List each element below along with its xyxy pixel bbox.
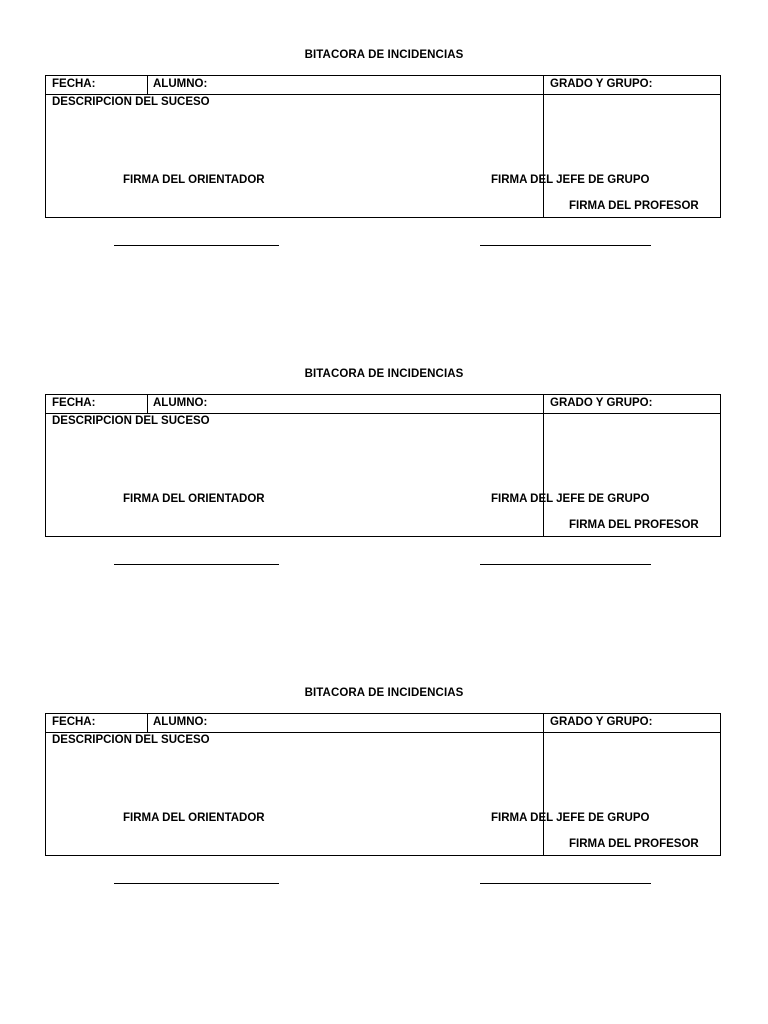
incident-form-table bbox=[45, 713, 721, 856]
fecha-field[interactable]: FECHA: bbox=[52, 397, 96, 409]
column-divider bbox=[147, 714, 148, 732]
incident-log-section bbox=[0, 638, 768, 957]
grado-grupo-field[interactable]: GRADO Y GRUPO: bbox=[550, 78, 653, 90]
alumno-field[interactable]: ALUMNO: bbox=[153, 78, 208, 90]
alumno-field[interactable]: ALUMNO: bbox=[153, 397, 208, 409]
row-divider bbox=[46, 94, 720, 95]
firma-profesor-label: FIRMA DEL PROFESOR bbox=[569, 838, 699, 850]
column-divider bbox=[543, 76, 544, 217]
fecha-field[interactable]: FECHA: bbox=[52, 716, 96, 728]
row-divider bbox=[46, 732, 720, 733]
section-title: BITACORA DE INCIDENCIAS bbox=[304, 368, 464, 380]
firma-jefe-grupo-line[interactable] bbox=[480, 564, 651, 565]
firma-jefe-grupo-label: FIRMA DEL JEFE DE GRUPO bbox=[491, 812, 650, 824]
incident-form-table bbox=[45, 394, 721, 537]
descripcion-field[interactable]: DESCRIPCION DEL SUCESO bbox=[52, 415, 210, 427]
firma-jefe-grupo-label: FIRMA DEL JEFE DE GRUPO bbox=[491, 174, 650, 186]
firma-jefe-grupo-label: FIRMA DEL JEFE DE GRUPO bbox=[491, 493, 650, 505]
row-divider bbox=[46, 413, 720, 414]
alumno-field[interactable]: ALUMNO: bbox=[153, 716, 208, 728]
firma-orientador-label: FIRMA DEL ORIENTADOR bbox=[123, 812, 265, 824]
grado-grupo-field[interactable]: GRADO Y GRUPO: bbox=[550, 716, 653, 728]
firma-profesor-label: FIRMA DEL PROFESOR bbox=[569, 200, 699, 212]
column-divider bbox=[543, 714, 544, 855]
column-divider bbox=[147, 395, 148, 413]
section-title: BITACORA DE INCIDENCIAS bbox=[304, 687, 464, 699]
firma-orientador-line[interactable] bbox=[114, 564, 279, 565]
incident-form-table bbox=[45, 75, 721, 218]
firma-profesor-label: FIRMA DEL PROFESOR bbox=[569, 519, 699, 531]
descripcion-field[interactable]: DESCRIPCION DEL SUCESO bbox=[52, 96, 210, 108]
grado-grupo-field[interactable]: GRADO Y GRUPO: bbox=[550, 397, 653, 409]
column-divider bbox=[543, 395, 544, 536]
descripcion-field[interactable]: DESCRIPCION DEL SUCESO bbox=[52, 734, 210, 746]
incident-log-section bbox=[0, 0, 768, 319]
fecha-field[interactable]: FECHA: bbox=[52, 78, 96, 90]
incident-log-section bbox=[0, 319, 768, 638]
firma-orientador-line[interactable] bbox=[114, 245, 279, 246]
firma-jefe-grupo-line[interactable] bbox=[480, 245, 651, 246]
firma-orientador-label: FIRMA DEL ORIENTADOR bbox=[123, 174, 265, 186]
column-divider bbox=[147, 76, 148, 94]
firma-jefe-grupo-line[interactable] bbox=[480, 883, 651, 884]
firma-orientador-line[interactable] bbox=[114, 883, 279, 884]
firma-orientador-label: FIRMA DEL ORIENTADOR bbox=[123, 493, 265, 505]
section-title: BITACORA DE INCIDENCIAS bbox=[304, 49, 464, 61]
